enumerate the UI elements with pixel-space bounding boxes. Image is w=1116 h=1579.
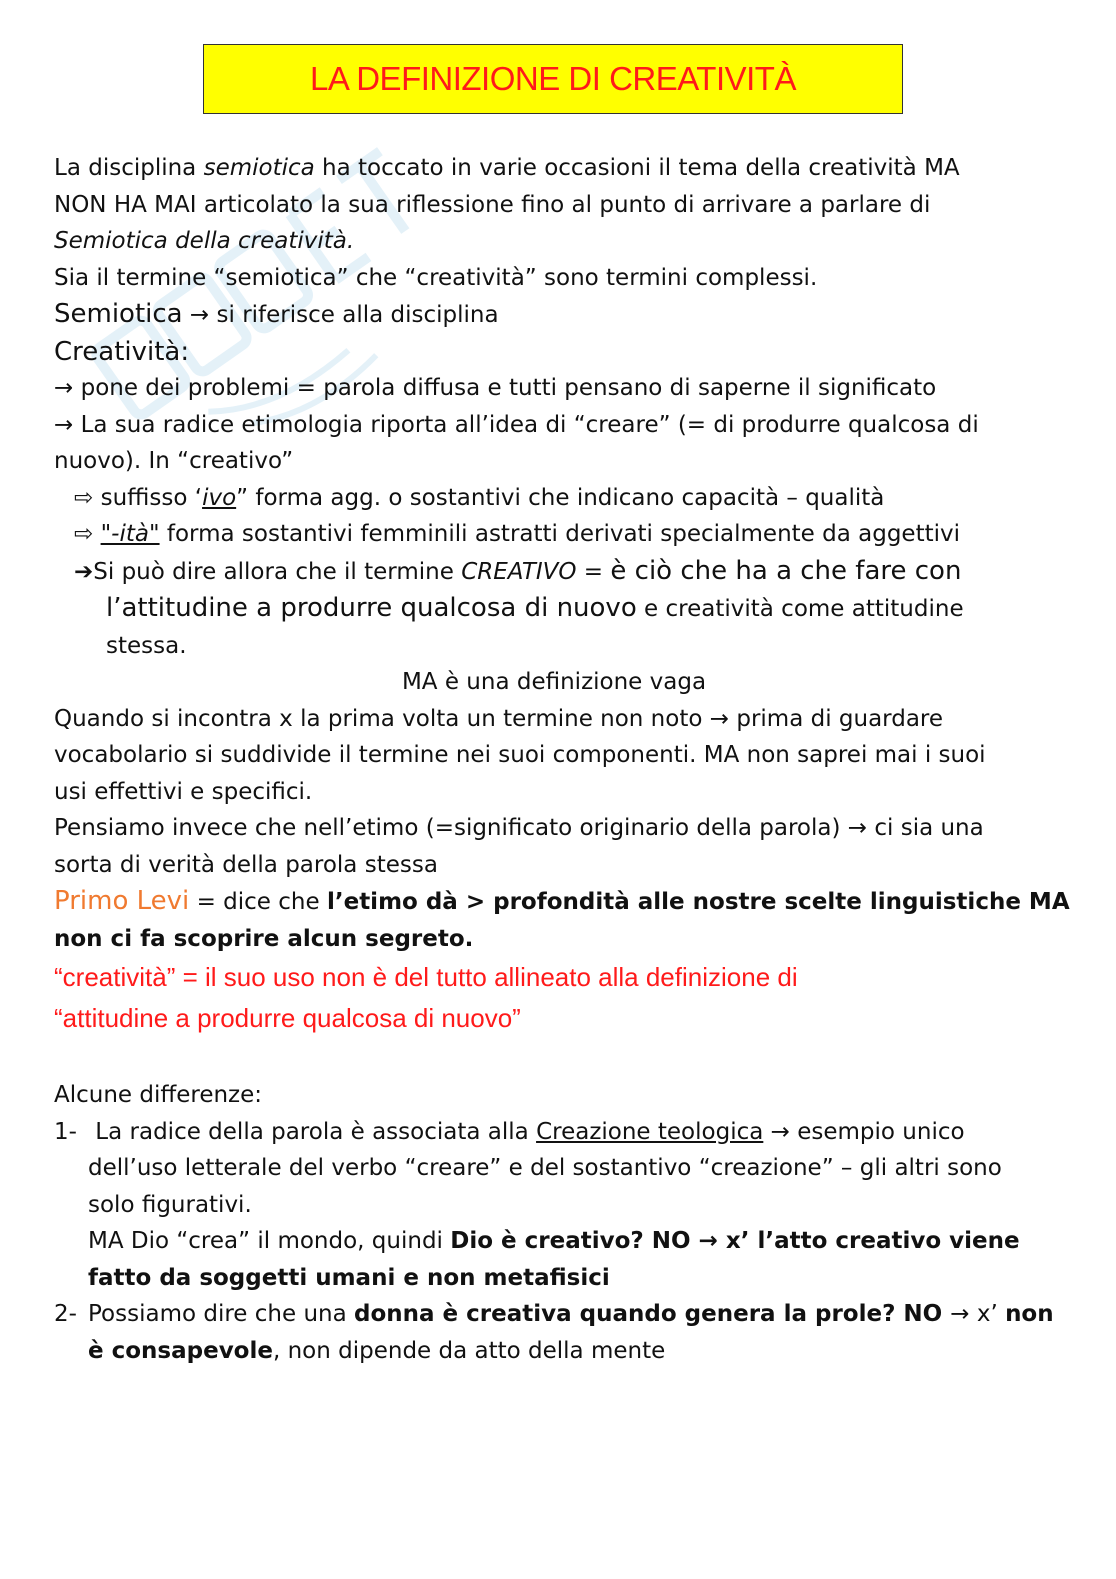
- document-body: [54, 150, 1070, 1369]
- conclusion-line-3: stessa.: [106, 632, 187, 659]
- arrow-icon: →: [709, 705, 730, 732]
- highlight: è ciò che ha a che fare con: [610, 555, 962, 586]
- bold-text: Dio è creativo? NO: [450, 1228, 699, 1254]
- levi-line-2: non ci fa scoprire alcun segreto.: [54, 925, 474, 952]
- item-2-line-2: [54, 1333, 1054, 1370]
- author-name: Primo Levi: [54, 886, 190, 916]
- item-1-line-5: fatto da soggetti umani e non metafisici: [88, 1264, 610, 1291]
- paragraph-etimo-line-1: [54, 810, 1054, 847]
- arrow-icon: →: [847, 815, 868, 841]
- text: e creatività come attitudine: [636, 596, 964, 622]
- text: , non dipende da atto della mente: [272, 1337, 666, 1364]
- red-statement-line-1: “creatività” = il suo uso non è del tutto allineato alla definizione di: [54, 962, 798, 992]
- conclusion-line-1: [54, 553, 1054, 591]
- paragraph-intro-line-2: NON HA MAI articolato la sua riflessione fino al punto di arrivare a parlare di: [54, 191, 931, 218]
- text: Si può dire allora che il termine: [93, 558, 462, 585]
- text: La disciplina: [54, 155, 204, 181]
- text: Pensiamo invece che nell’etimo (=significato originario della parola): [54, 815, 848, 841]
- text: = dice che: [189, 889, 327, 915]
- hollow-arrow-icon: ⇨: [74, 484, 94, 511]
- conclusion-line-2: [54, 590, 1054, 628]
- levi-line-1: [54, 883, 1070, 921]
- title-box: [203, 44, 903, 114]
- paragraph-intro-line-1: [54, 150, 1054, 187]
- text: La sua radice etimologia riporta all’idea di “creare” (= di produrre qualcosa di: [73, 411, 979, 438]
- arrow-icon: →: [770, 1118, 790, 1145]
- arrow-icon: →: [950, 1301, 970, 1327]
- bold-text: l’etimo dà > profondità alle nostre scelte linguistiche MA: [326, 889, 1070, 915]
- text: MA Dio “crea” il mondo, quindi: [88, 1228, 451, 1254]
- list-number: 2-: [54, 1301, 77, 1327]
- text: Possiamo dire che una: [88, 1301, 355, 1327]
- text: esempio unico: [789, 1118, 965, 1145]
- bold-text: non: [1005, 1301, 1054, 1327]
- emphasis: "-ità": [100, 521, 160, 547]
- item-1-line-3: solo figurativi.: [88, 1191, 252, 1218]
- item-2-line-1: [54, 1296, 1054, 1333]
- bold-text: donna è creativa quando genera la prole? NO: [354, 1301, 951, 1327]
- hollow-arrow-icon: ⇨: [74, 521, 94, 547]
- text: suffisso ‘: [93, 484, 203, 511]
- suffix-ivo: [54, 480, 1054, 517]
- text: pone dei problemi = parola diffusa e tutti pensano di saperne il significato: [73, 375, 937, 401]
- paragraph-etimo-line-2: sorta di verità della parola stessa: [54, 851, 438, 878]
- paragraph-unknown-term-line-1: [54, 701, 1054, 738]
- text: forma sostantivi femminili astratti derivati specialmente da aggettivi: [159, 521, 961, 547]
- list-number: 1-: [54, 1118, 77, 1145]
- creativita-point-2-line-2: nuovo). In “creativo”: [54, 448, 294, 474]
- text: x’: [969, 1301, 1006, 1327]
- text: si riferisce alla disciplina: [209, 302, 499, 328]
- emphasis: CREATIVO: [461, 558, 577, 585]
- semiotica-line: [54, 296, 1054, 334]
- emphasis: ivo: [202, 484, 237, 511]
- creativita-label: Creatività:: [54, 336, 190, 367]
- bold-text: è consapevole: [88, 1337, 273, 1364]
- paragraph-terms: Sia il termine “semiotica” che “creatività” sono termini complessi.: [54, 264, 818, 291]
- arrow-icon: →: [189, 302, 210, 328]
- item-1-line-1: [54, 1114, 1054, 1151]
- bold-text: x’ l’atto creativo viene: [717, 1228, 1020, 1254]
- text: =: [576, 558, 611, 585]
- spacer: [54, 1039, 1054, 1077]
- highlight: l’attitudine a produrre qualcosa di nuovo: [106, 593, 637, 623]
- bold-arrow-icon: ➔: [74, 558, 94, 585]
- differences-title: Alcune differenze:: [54, 1082, 263, 1108]
- underlined-text: Creazione teologica: [536, 1118, 764, 1145]
- suffix-ita: [54, 516, 1054, 553]
- creativita-point-2-line-1: [54, 407, 1054, 444]
- vague-definition: MA è una definizione vaga: [401, 669, 707, 695]
- arrow-icon: →: [54, 375, 74, 401]
- term-label: Semiotica: [54, 299, 183, 329]
- text: Quando si incontra x la prima volta un termine non noto: [54, 705, 710, 732]
- text: ci sia una: [867, 815, 984, 841]
- text: ” forma agg. o sostantivi che indicano capacità – qualità: [236, 484, 885, 511]
- text: La radice della parola è associata alla: [88, 1118, 537, 1145]
- arrow-icon: →: [54, 411, 74, 438]
- page-title: LA DEFINIZIONE DI CREATIVITÀ: [310, 60, 796, 97]
- text: prima di guardare: [729, 705, 944, 732]
- red-statement-line-2: “attitudine a produrre qualcosa di nuovo”: [54, 1003, 521, 1033]
- paragraph-unknown-term-line-3: usi effettivi e specifici.: [54, 778, 313, 805]
- item-1-line-2: dell’uso letterale del verbo “creare” e del sostantivo “creazione” – gli altri sono: [88, 1155, 1002, 1181]
- paragraph-unknown-term-line-2: vocabolario si suddivide il termine nei suoi componenti. MA non saprei mai i suoi: [54, 742, 986, 768]
- creativita-point-1: [54, 370, 1054, 407]
- emphasis: semiotica: [203, 155, 315, 181]
- text: ha toccato in varie occasioni il tema della creatività MA: [314, 155, 960, 181]
- paragraph-intro-line-3: Semiotica della creatività.: [54, 228, 355, 254]
- item-1-line-4: [54, 1223, 1054, 1260]
- arrow-icon: →: [698, 1228, 718, 1254]
